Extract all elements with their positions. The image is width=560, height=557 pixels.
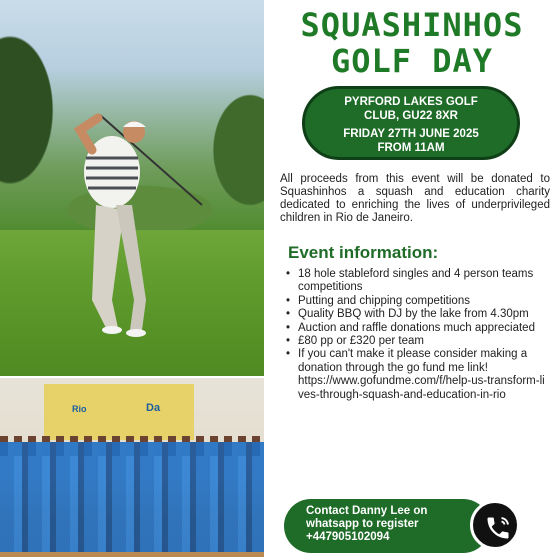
golfer-photo — [0, 0, 264, 376]
list-item: • Quality BBQ with DJ by the lake from 4.30pm — [286, 308, 550, 321]
venue-line-1: PYRFORD LAKES GOLF — [344, 96, 478, 108]
list-item: • Auction and raffle donations much appreciated — [286, 322, 550, 335]
title-line-2: GOLF DAY — [330, 42, 494, 80]
list-item: • £80 pp or £320 per team — [286, 335, 550, 348]
event-time: FROM 11AM — [377, 142, 445, 154]
venue-badge — [302, 86, 520, 160]
event-info-heading: Event information: — [288, 243, 439, 262]
contact-phone[interactable]: +447905102094 — [306, 531, 390, 543]
contact-line-1: Contact Danny Lee on — [306, 505, 428, 517]
sponsor-logo-rio: Rio — [72, 404, 87, 414]
contact-line-2: whatsapp to register — [306, 518, 419, 530]
list-item: • If you can't make it please consider making a donation through the go fund me link! — [286, 348, 550, 375]
sponsor-logo-da: Da — [146, 402, 161, 414]
list-item: • 18 hole stableford singles and 4 person teams competitions — [286, 268, 550, 295]
title-line-1: SQUASHINHOS — [300, 6, 524, 44]
gofundme-link[interactable]: https://www.gofundme.com/f/help-us-transform-lives-through-squash-and-education-in-rio — [298, 375, 545, 401]
contact-badge — [284, 499, 490, 553]
golfer-figure — [0, 0, 264, 376]
venue-line-2: CLUB, GU22 8XR — [364, 110, 458, 122]
intro-paragraph: All proceeds from this event will be donated to Squashinhos a squash and education charity dedicated to enriching the lives of underprivileged children in Rio de Janeiro. — [280, 173, 550, 224]
event-info-list — [286, 268, 550, 402]
phone-icon — [484, 514, 512, 542]
phone-button[interactable] — [470, 500, 520, 550]
event-date: FRIDAY 27TH JUNE 2025 — [343, 128, 479, 140]
squash-group-photo — [0, 378, 264, 557]
sponsor-banner — [44, 384, 194, 440]
children-group — [0, 442, 264, 552]
list-item: • Putting and chipping competitions — [286, 295, 550, 308]
